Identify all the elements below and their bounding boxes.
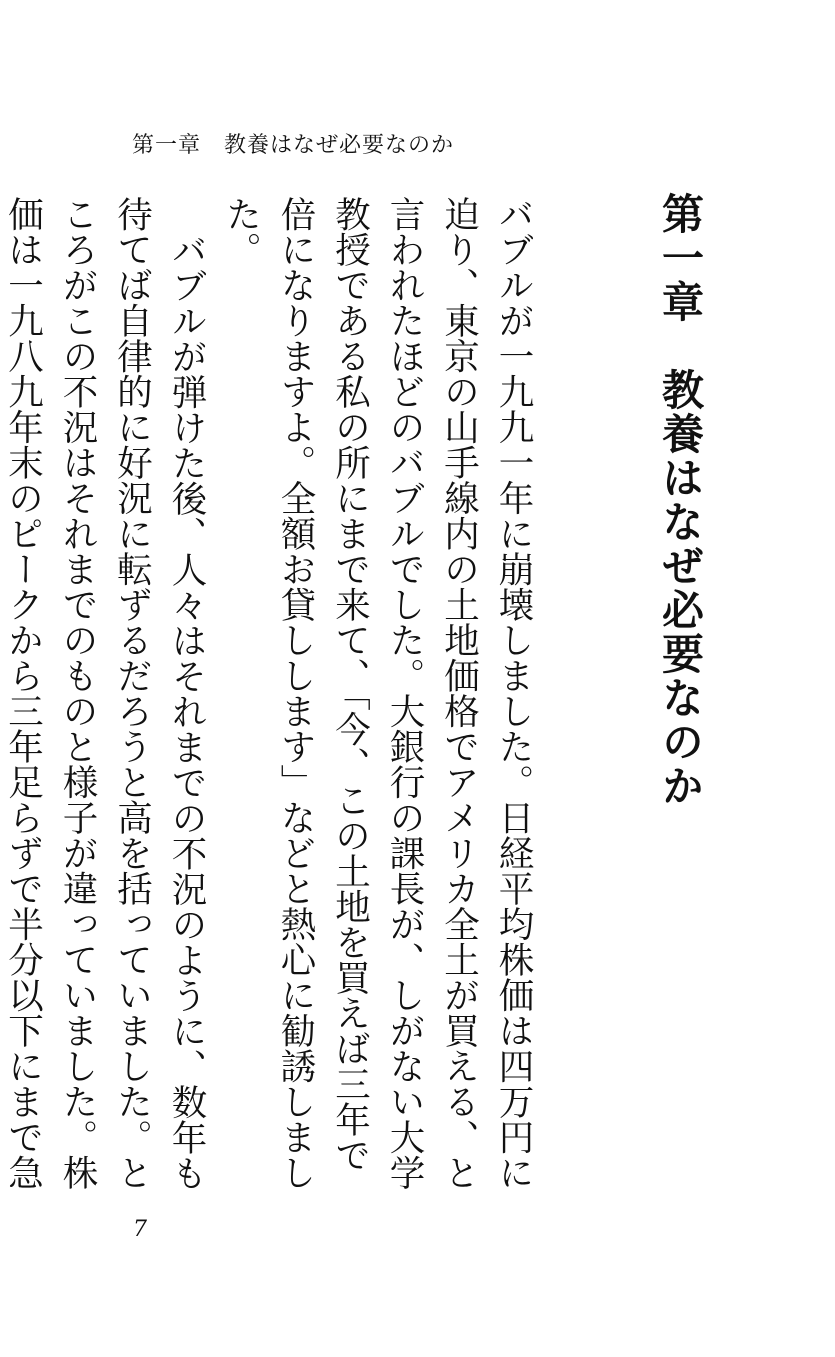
paragraph: バブルが一九九一年に崩壊しました。日経平均株価は四万円に迫り、東京の山手線内の土地価格でアメリカ全土が買える、と言われたほどのバブルでした。大銀行の課長が、しがない大学教授である私の所にまで来て、「今、この土地を買えば三年で倍になりますよ。全額お貸しします」などと熱心に勧誘しました。 bbox=[220, 196, 534, 1190]
body-text bbox=[2, 196, 540, 1196]
page-number: 7 bbox=[133, 1217, 147, 1242]
running-head: 第一章 教養はなぜ必要なのか bbox=[132, 133, 455, 158]
paragraph: バブルが弾けた後、人々はそれまでの不況のように、数年も待てば自律的に好況に転ずるだろうと高を括っていました。ところがこの不況はそれまでのものと様子が違っていました。株価は一九八九年末のピークから三年足らずで半分以下にまで急 bbox=[2, 196, 207, 1190]
chapter-title: 第一章 教養はなぜ必要なのか bbox=[656, 192, 705, 808]
